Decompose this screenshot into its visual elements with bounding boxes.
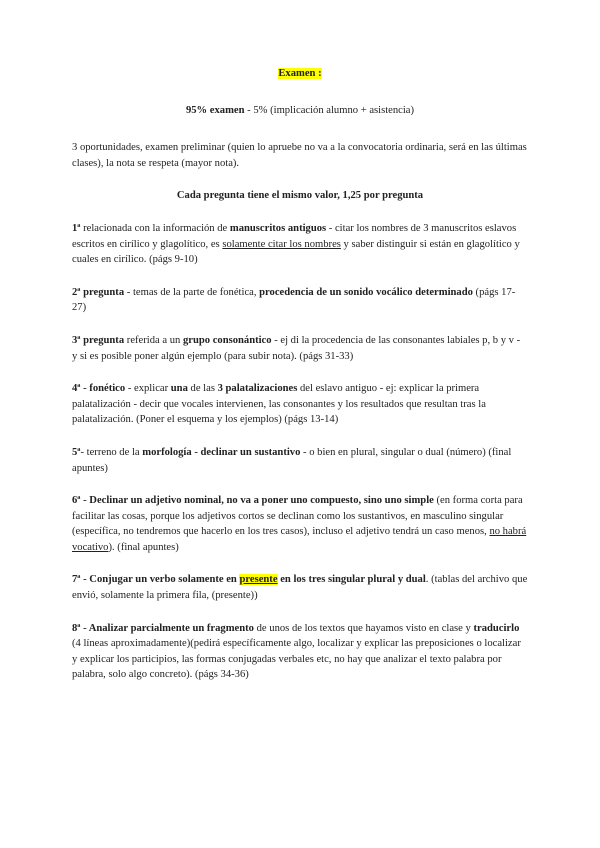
question-6-label: 6ª - Declinar un adjetivo nominal, no va a poner uno compuesto, sino uno simple <box>72 495 434 507</box>
question-4 <box>72 381 528 428</box>
opportunities-paragraph: 3 oportunidades, examen preliminar (quien lo apruebe no va a la convocatoria ordinaria, será en las últimas clases), la nota se respeta (mayor nota). <box>72 142 527 169</box>
question-5-label: 5ª <box>72 446 81 458</box>
question-1-label: 1ª <box>72 222 81 234</box>
question-6-text-b: ). (final apuntes) <box>108 541 179 553</box>
question-8 <box>72 621 528 683</box>
question-7-text: . (tablas del archivo que envió, solamente la primera fila, (presente)) <box>72 574 528 602</box>
question-7 <box>72 572 528 603</box>
question-7-highlight <box>239 574 277 585</box>
question-8-text-a: de unos de los textos que hayamos visto en clase y <box>253 622 474 634</box>
question-1-bold: manuscritos antiguos <box>229 222 327 234</box>
question-8-label: 8ª - Analizar parcialmente un fragmento <box>72 622 254 634</box>
question-4-bold-b: 3 palatalizaciones <box>217 383 298 395</box>
question-3-text-a: referida a un <box>124 334 183 346</box>
question-2 <box>72 285 528 316</box>
question-4-bold-a: una <box>170 383 188 395</box>
question-4-label: 4ª - fonético <box>72 383 126 395</box>
document-page <box>72 66 528 700</box>
question-1-text-b: - citar los nombres de 3 manuscritos eslavos escritos en cirílico y glagolítico, es <box>72 222 517 250</box>
question-6 <box>72 493 528 555</box>
question-8-text-b: (4 líneas aproximadamente)(pedirá específicamente algo, localizar y explicar las preposiciones o localizar y explicar los participios, las formas conjugadas verbales etc, no hay que analizar el texto palabra por palabra, solo algo concreto). (págs 34-36) <box>72 638 521 681</box>
question-8-bold: traducirlo <box>473 622 520 634</box>
question-6-text-a: (en forma corta para facilitar las cosas, porque los adjetivos cortos se declinan como los sustantivos, en masculino singular (específica, no tendremos que hacerlo en los tres casos), incluso el adjetivo tendrá un caso menos, <box>72 495 523 538</box>
question-1-text-a: relacionada con la información de <box>80 222 230 234</box>
question-7-label: 7ª - Conjugar un verbo solamente en <box>72 574 240 586</box>
document-title <box>72 66 528 82</box>
question-7-highlight-text: presente <box>239 574 278 586</box>
question-3-text-b: - ej di la procedencia de las consonantes labiales p, b y v - y si es posible poner algún ejemplo (para subir nota). (págs 31-33) <box>72 334 521 362</box>
title-text: Examen : <box>278 68 322 79</box>
question-3-bold: grupo consonántico <box>182 334 272 346</box>
question-5-text-b: - o bien en plural, singular o dual (número) (final apuntes) <box>72 446 512 474</box>
question-5 <box>72 445 528 476</box>
question-5-text-a: - terreno de la <box>80 446 143 458</box>
question-2-bold: procedencia de un sonido vocálico determinado <box>259 286 473 298</box>
question-4-text-b: de las <box>187 383 218 395</box>
question-1-text-c: y saber distinguir si están en glagolítico y cuales en cirílico. (págs 9-10) <box>72 238 520 266</box>
weighting-rest: - 5% (implicación alumno + asistencia) <box>244 104 415 116</box>
question-3-label: 3ª pregunta <box>72 334 125 346</box>
question-1 <box>72 221 528 268</box>
question-7-bold: en los tres singular plural y dual <box>277 574 426 586</box>
weighting-line <box>72 103 528 119</box>
weighting-exam: 95% examen <box>185 104 245 116</box>
question-2-text-b: (págs 17-27) <box>72 286 516 314</box>
question-value-text: Cada pregunta tiene el mismo valor, 1,25 por pregunta <box>176 190 424 202</box>
question-6-underline: no habrá vocativo <box>72 526 527 553</box>
question-3 <box>72 333 528 364</box>
question-5-bold: morfología - declinar un sustantivo <box>142 446 301 458</box>
question-2-text-a: - temas de la parte de fonética, <box>124 286 260 298</box>
question-4-text-c: del eslavo antiguo - ej: explicar la primera palatalización - decir que vocales intervienen, las consonantes y los resultados que resultan tras la palatalización. (Poner el esquema y los ejemplos) (págs 13-14) <box>72 383 486 426</box>
question-value-heading <box>72 188 528 204</box>
question-2-label: 2ª pregunta <box>72 286 125 298</box>
question-1-underline: solamente citar los nombres <box>222 238 341 250</box>
question-4-text-a: - explicar <box>125 383 171 395</box>
